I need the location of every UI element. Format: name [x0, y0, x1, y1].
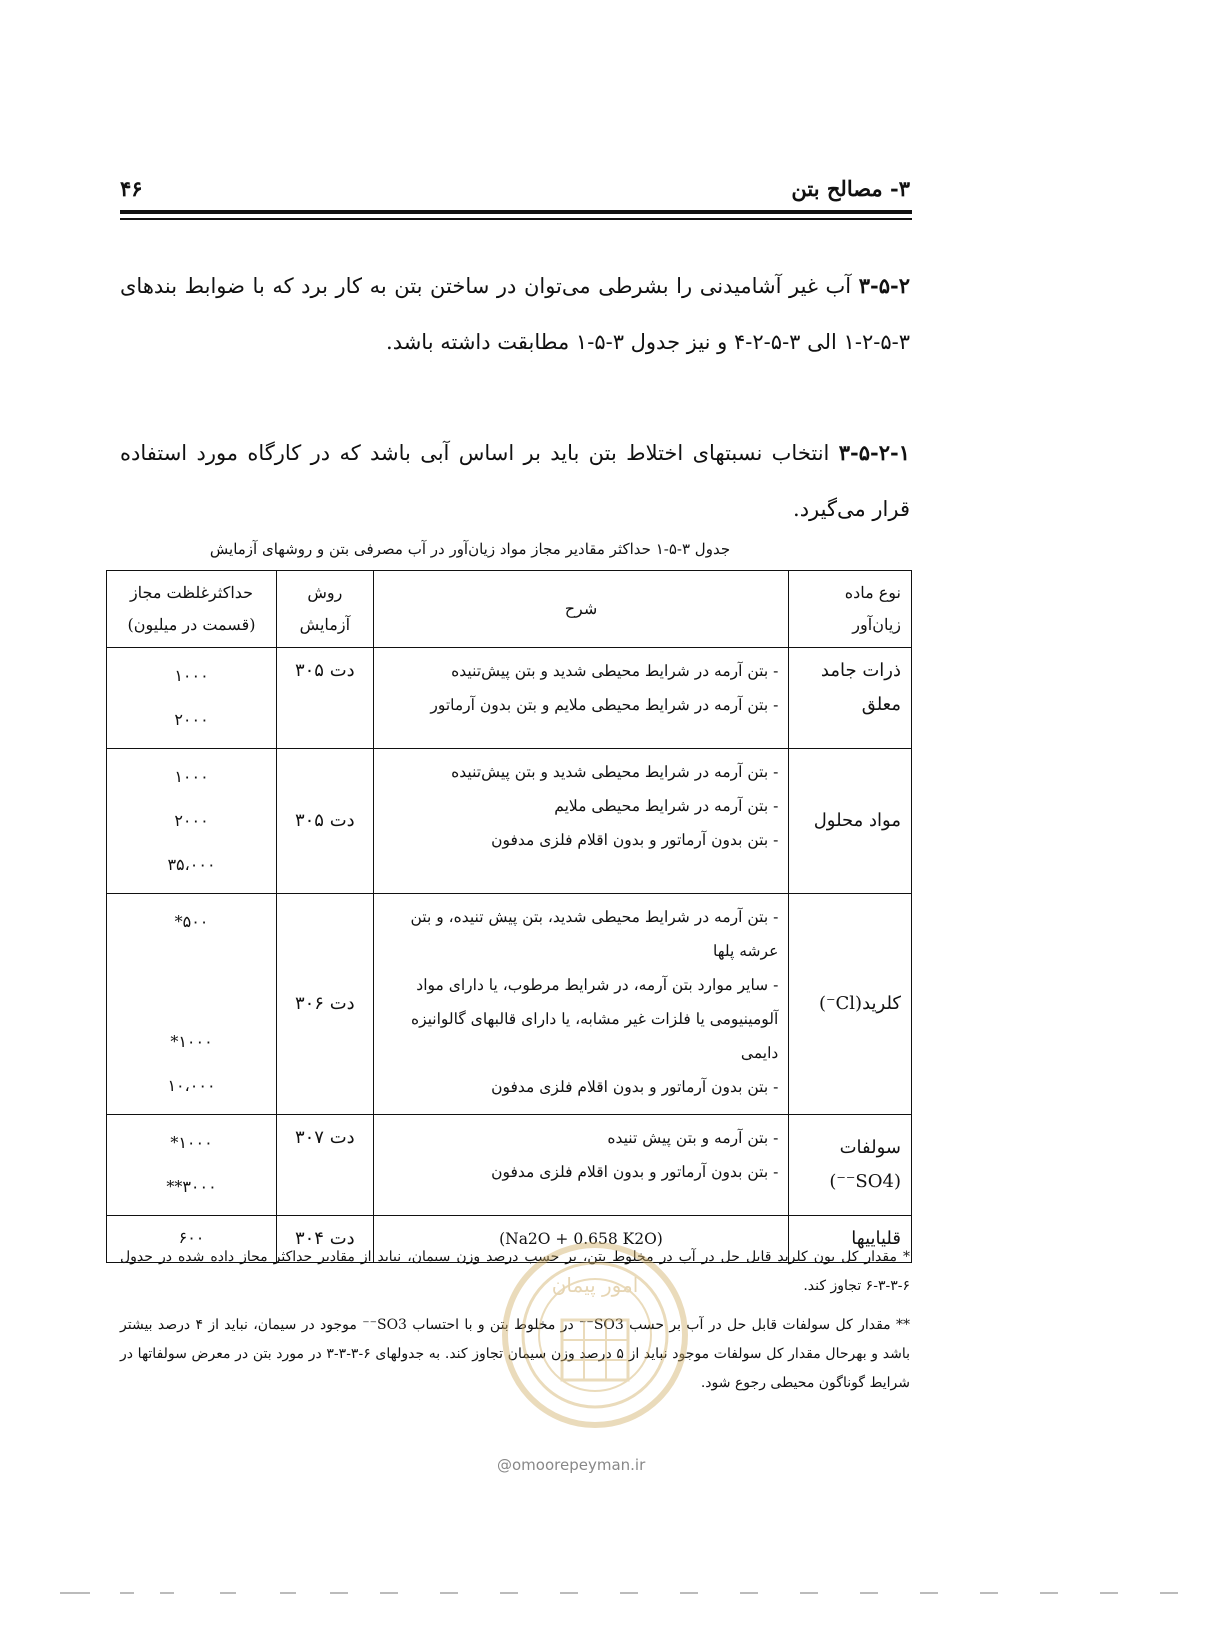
table-header-row [107, 571, 912, 648]
paragraph-text: انتخاب نسبتهای اختلاط بتن باید بر اساس آبی باشد که در کارگاه مورد استفاده قرار می‌گیرد. [120, 441, 910, 521]
table-row [107, 749, 912, 894]
scan-artifact [220, 1592, 236, 1594]
description-line: - بتن آرمه در شرایط محیطی شدید و بتن پیش‌تنیده [451, 763, 779, 781]
header-rule-thin [120, 218, 912, 220]
description-line: - بتن بدون آرماتور و بدون اقلام فلزی مدفون [491, 1163, 779, 1181]
seal-text: امور پیمان [551, 1273, 639, 1297]
table-row [107, 894, 912, 1115]
scan-artifact [440, 1592, 458, 1594]
description-line: - بتن آرمه در شرایط محیطی شدید و بتن پیش‌تنیده [451, 662, 779, 680]
description-line: - بتن آرمه در شرایط محیطی ملایم و بتن بدون آرماتور [430, 696, 779, 714]
scan-artifact [280, 1592, 296, 1594]
paragraph-text: آب غیر آشامیدنی را بشرطی می‌توان در ساختن بتن به کار برد که با ضوابط بندهای ۳-۵-۲-۱ الی ۳-۵-۲-۴ و نیز جدول ۳-۵-۱ مطابقت داشته باشد. [120, 274, 910, 354]
description-line: - بتن بدون آرماتور و بدون اقلام فلزی مدفون [491, 831, 779, 849]
table-row [107, 648, 912, 749]
scan-artifact [860, 1592, 878, 1594]
substance-type: سولفات (SO4⁻⁻) [789, 1115, 912, 1216]
scan-artifact [560, 1592, 578, 1594]
chapter-title: ۳- مصالح بتن [791, 176, 910, 201]
description-line: - بتن آرمه در شرایط محیطی ملایم [554, 797, 779, 815]
limit-value: ۱۰۰۰ [174, 767, 209, 786]
header-description: شرح [373, 571, 789, 648]
running-header [120, 176, 910, 206]
substance-type: قلیاییها [789, 1216, 912, 1263]
spacer [117, 944, 266, 1020]
max-concentration-cell [107, 648, 277, 749]
scan-artifact [1100, 1592, 1118, 1594]
clause-number: ۳-۵-۲-۱ [838, 440, 910, 465]
test-method: دت ۳۰۶ [277, 894, 374, 1115]
limit-value: ۶۰۰ [178, 1228, 205, 1247]
description-cell [373, 894, 789, 1115]
harmful-substances-table [106, 570, 912, 1263]
header-test-method: روش آزمایش [277, 571, 374, 648]
paragraph-3-5-2 [120, 258, 910, 370]
scan-artifact [800, 1592, 818, 1594]
substance-type: مواد محلول [789, 749, 912, 894]
max-concentration-cell [107, 749, 277, 894]
alkali-formula: (Na2O + 0.658 K2O) [499, 1230, 663, 1248]
limit-value: ۱۰،۰۰۰ [167, 1076, 216, 1095]
max-concentration-cell [107, 894, 277, 1115]
max-concentration-cell [107, 1115, 277, 1216]
watermark-seal-logo [500, 1240, 690, 1430]
description-cell [373, 648, 789, 749]
description-cell [373, 1115, 789, 1216]
paragraph-3-5-2-1 [120, 425, 910, 537]
scan-artifact [620, 1592, 638, 1594]
description-line: - بتن آرمه و بتن پیش تنیده [607, 1129, 779, 1147]
limit-value: ۱۰۰۰ [174, 666, 209, 685]
scan-artifact [60, 1592, 90, 1594]
clause-number: ۳-۵-۲ [858, 273, 910, 298]
scan-artifact [980, 1592, 998, 1594]
limit-value: ۳۵،۰۰۰ [167, 855, 216, 874]
substance-type: ذرات جامد معلق [789, 648, 912, 749]
table-caption: جدول ۳-۵-۱ حداکثر مقادیر مجاز مواد زیان‌آور در آب مصرفی بتن و روشهای آزمایش [209, 540, 731, 558]
scan-artifact [330, 1592, 348, 1594]
table-row [107, 1115, 912, 1216]
test-method: دت ۳۰۵ [277, 648, 374, 749]
test-method: دت ۳۰۷ [277, 1115, 374, 1216]
scan-artifact [1160, 1592, 1178, 1594]
limit-value: ۵۰۰* [174, 912, 209, 931]
watermark-site-text: @omoorepeyman.ir [497, 1456, 646, 1474]
footnote-chloride: * مقدار کل یون کلرید قابل حل در آب در مخلوط بتن، بر حسب درصد وزن سیمان، نباید از مقادیر حداکثر مجاز داده شده در جدول ۶-۳-۳-۶ تجاوز کند. [120, 1249, 910, 1294]
description-line: - سایر موارد بتن آرمه، در شرایط مرطوب، یا دارای مواد آلومینیومی یا فلزات غیر مشابه، یا دارای قالبهای گالوانیزه دایمی [410, 976, 779, 1062]
scan-artifact [740, 1592, 758, 1594]
description-line: - بتن آرمه در شرایط محیطی شدید، بتن پیش تنیده، و بتن عرشه پلها [410, 908, 779, 960]
limit-value: ۱۰۰۰* [170, 1032, 213, 1051]
substance-type: کلرید(Cl⁻) [789, 894, 912, 1115]
description-line: - بتن بدون آرماتور و بدون اقلام فلزی مدفون [491, 1078, 779, 1096]
description-cell [373, 749, 789, 894]
footnote-sulfate: ** مقدار کل سولفات قابل حل در آب بر حسب SO3⁻⁻ در مخلوط بتن و با احتساب SO3⁻⁻ موجود در سیمان، نباید از ۴ درصد بیشتر باشد و بهرحال مقدار کل سولفات موجود نباید از ۵ درصد وزن سیمان تجاوز کند. به جدولهای ۶-۳-۳-۳ در مورد بتن در معرض سولفاتها در شرایط گوناگون محیطی رجوع شود. [120, 1317, 910, 1391]
test-method: دت ۳۰۵ [277, 749, 374, 894]
scan-artifact [680, 1592, 698, 1594]
limit-value: ۳۰۰۰** [166, 1177, 217, 1196]
scan-artifact [1040, 1592, 1058, 1594]
scan-artifact [920, 1592, 938, 1594]
page-number: ۴۶ [120, 176, 143, 201]
limit-value: ۱۰۰۰* [170, 1133, 213, 1152]
limit-value: ۲۰۰۰ [174, 710, 209, 729]
header-rule [120, 210, 912, 214]
test-method: دت ۳۰۴ [277, 1216, 374, 1263]
scan-artifact [380, 1592, 398, 1594]
header-substance-type: نوع ماده زیان‌آور [789, 571, 912, 648]
scan-artifact [500, 1592, 518, 1594]
scan-artifact [160, 1592, 174, 1594]
scan-artifact [120, 1592, 134, 1594]
limit-value: ۲۰۰۰ [174, 811, 209, 830]
header-max-concentration: حداکثرغلظت مجاز (قسمت در میلیون) [107, 571, 277, 648]
